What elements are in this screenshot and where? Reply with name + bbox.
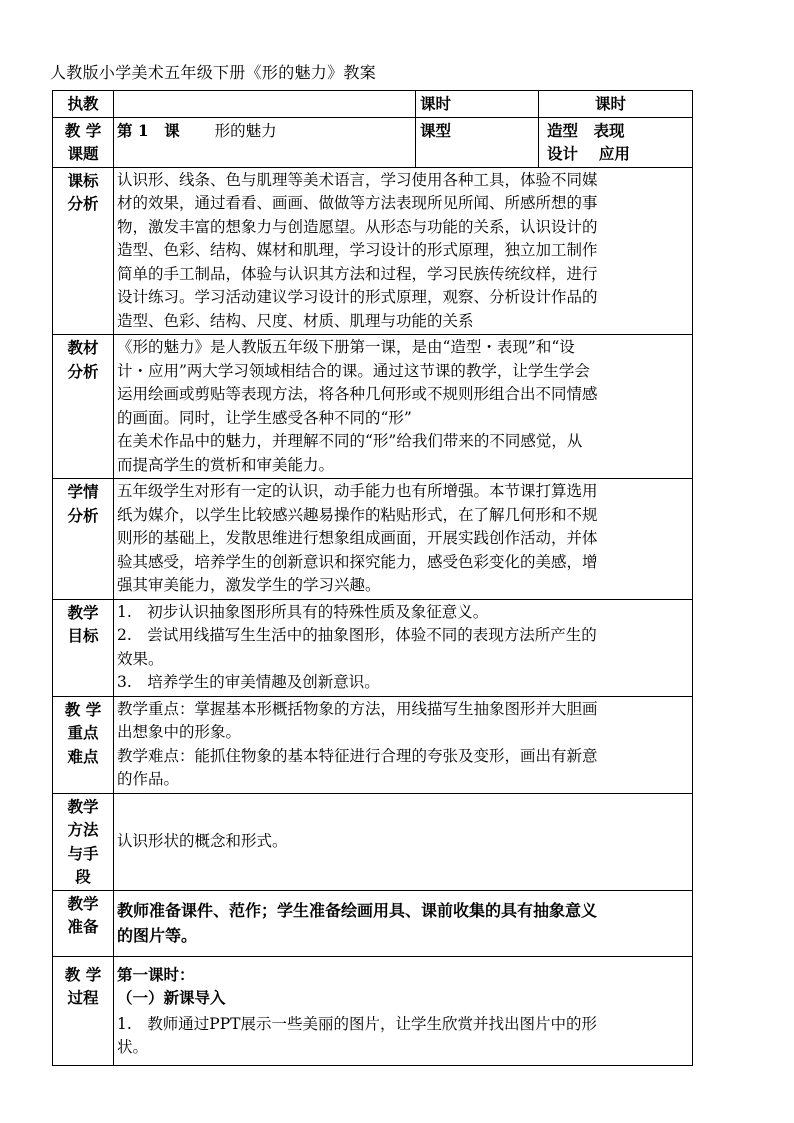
label-goals-line2: 目标	[67, 626, 99, 645]
text-line: 教师准备课件、范作；学生准备绘画用具、课前收集的具有抽象意义	[117, 901, 598, 920]
label-student-analysis	[53, 479, 114, 600]
lesson-type-line2: 设计 应用	[547, 144, 630, 163]
lesson-type-line1: 造型 表现	[547, 120, 625, 140]
text-line: 验其感受，培养学生的创新意识和探究能力，感受色彩变化的美感，增	[117, 552, 598, 571]
material-analysis-text	[114, 335, 693, 479]
lesson-plan-table	[52, 90, 693, 1066]
text-line: 五年级学生对形有一定的认识，动手能力也有所增强。本节课打算选用	[117, 482, 598, 500]
label-topic-line1: 教 学	[64, 120, 102, 140]
text-line: 出想象中的形象。	[117, 723, 242, 741]
text-line: 设计练习。学习活动建议学习设计的形式原理，观察、分析设计作品的	[117, 288, 598, 306]
text-line: 强其审美能力，激发学生的学习兴趣。	[117, 576, 381, 594]
label-topic	[53, 117, 114, 167]
teaching-goals-text	[114, 599, 693, 696]
row-teaching-prep	[53, 890, 693, 956]
label-methods-line3: 与手	[67, 843, 99, 863]
label-teaching-prep	[53, 890, 114, 956]
row-teaching-goals	[53, 599, 693, 696]
text-line: 在美术作品中的魅力，并理解不同的“形”给我们带来的不同感觉，从	[117, 432, 583, 450]
label-prep-line2: 准备	[67, 917, 99, 936]
text-line: 的图片等。	[117, 926, 198, 945]
label-lesson-type: 课型	[416, 117, 539, 167]
row-teaching-process	[53, 956, 693, 1065]
standard-analysis-text	[114, 167, 693, 335]
text-line: 而提高学生的赏析和审美能力。	[117, 455, 335, 474]
text-line: 2. 尝试用线描写生生活中的抽象图形，体验不同的表现方法所产生的	[117, 626, 597, 644]
label-keypoints-line3: 难点	[67, 746, 99, 766]
label-standard-line1: 课标	[67, 170, 99, 190]
teaching-prep-text	[114, 890, 693, 956]
label-goals-line1: 教学	[67, 602, 99, 622]
teaching-methods-text: 认识形状的概念和形式。	[114, 793, 693, 890]
text-line: 的画面。同时，让学生感受各种不同的“形”	[117, 408, 412, 427]
text-line: 造型、色彩、结构、尺度、材质、肌理与功能的关系	[117, 311, 474, 330]
text-line: 教学难点：能抓住物象的基本特征进行合理的夸张及变形，画出有新意	[117, 746, 598, 765]
lesson-type-value	[539, 117, 693, 167]
label-methods-line1: 教学	[67, 796, 99, 816]
label-teaching-goals	[53, 599, 114, 696]
text-line: 则形的基础上，发散思维进行想象组成画面，开展实践创作活动，并体	[117, 529, 598, 547]
label-process-line2: 过程	[67, 988, 99, 1007]
text-line: 造型、色彩、结构、媒材和肌理，学习设计的形式原理，独立加工制作	[117, 241, 598, 259]
key-points-text	[114, 696, 693, 793]
document-title: 人教版小学美术五年级下册《形的魅力》教案	[50, 63, 377, 82]
row-teacher	[53, 91, 693, 118]
label-teacher: 执教	[53, 91, 114, 118]
text-line: 纸为媒介，以学生比较感兴趣易操作的粘贴形式，在了解几何形和不规	[117, 505, 598, 524]
topic-value	[114, 117, 416, 167]
text-line: 材的效果，通过看看、画画、做做等方法表现所见所闻、所感所想的事	[117, 194, 598, 212]
label-keypoints-line1: 教 学	[64, 699, 102, 719]
row-standard-analysis	[53, 167, 693, 335]
label-material-analysis	[53, 335, 114, 479]
row-teaching-methods	[53, 793, 693, 890]
text-line: 认识形、线条、色与肌理等美术语言，学习使用各种工具，体验不同媒	[117, 170, 598, 189]
label-class-hours: 课时	[416, 91, 539, 118]
label-topic-line2: 课题	[67, 144, 99, 163]
label-student-line1: 学情	[67, 482, 99, 501]
teaching-process-text	[114, 956, 693, 1065]
label-standard-analysis	[53, 167, 114, 335]
text-line: 3. 培养学生的审美情趣及创新意识。	[117, 673, 380, 691]
process-session-title: 第一课时：	[117, 964, 195, 984]
lesson-title: 形的魅力	[214, 121, 277, 140]
label-teaching-process	[53, 956, 114, 1065]
label-material-line2: 分析	[67, 361, 99, 381]
label-process-line1: 教 学	[64, 964, 102, 984]
student-analysis-text	[114, 479, 693, 600]
text-line: 《形的魅力》是人教版五年级下册第一课，是由“造型・表现”和“设	[117, 338, 575, 356]
text-line: 物，激发丰富的想象力与创造愿望。从形态与功能的关系，认识设计的	[117, 217, 598, 236]
text-line: 运用绘画或剪贴等表现方法，将各种几何形或不规则形组合出不同情感	[117, 385, 598, 403]
class-hours-value: 课时	[539, 91, 693, 118]
teacher-value	[114, 91, 416, 118]
text-line: 计・应用”两大学习领域相结合的课。通过这节课的教学，让学生学会	[117, 361, 590, 380]
label-methods-line2: 方法	[67, 820, 99, 839]
row-student-analysis	[53, 479, 693, 600]
label-standard-line2: 分析	[67, 194, 99, 213]
label-teaching-methods	[53, 793, 114, 890]
text-line: 简单的手工制品，体验与认识其方法和过程，学习民族传统纹样，进行	[117, 264, 598, 283]
row-material-analysis	[53, 335, 693, 479]
text-line: 的作品。	[117, 770, 180, 788]
text-line: 1. 教师通过PPT展示一些美丽的图片，让学生欣赏并找出图片中的形	[117, 1014, 597, 1033]
label-prep-line1: 教学	[67, 893, 99, 913]
label-key-points	[53, 696, 114, 793]
label-methods-line4: 段	[75, 867, 91, 886]
process-section-title: （一）新课导入	[117, 988, 226, 1007]
label-student-line2: 分析	[67, 505, 99, 525]
lesson-number: 第 1 课	[117, 120, 180, 140]
row-key-points	[53, 696, 693, 793]
text-line: 教学重点：掌握基本形概括物象的方法，用线描写生抽象图形并大胆画	[117, 699, 598, 718]
text-line: 效果。	[117, 649, 164, 668]
text-line: 1. 初步认识抽象图形所具有的特殊性质及象征意义。	[117, 602, 489, 621]
text-line: 状。	[117, 1038, 149, 1056]
row-topic	[53, 117, 693, 167]
label-keypoints-line2: 重点	[67, 723, 99, 742]
label-material-line1: 教材	[67, 338, 99, 357]
